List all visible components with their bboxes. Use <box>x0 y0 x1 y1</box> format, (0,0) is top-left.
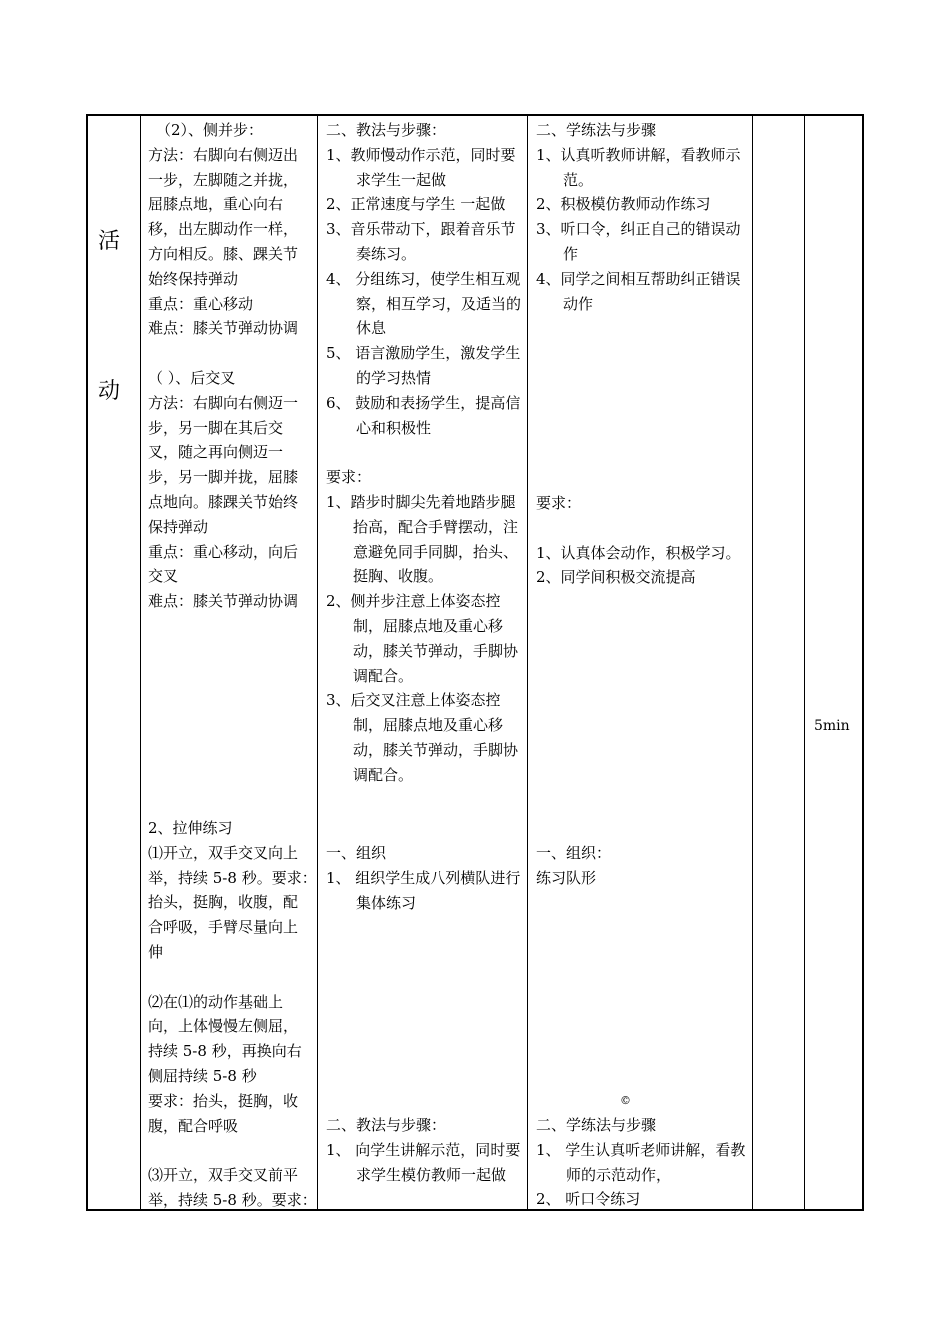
column-divider <box>752 116 753 1209</box>
teacher-organization-block <box>326 841 522 915</box>
blank-line <box>148 965 314 990</box>
teacher-org-item: 1、 组织学生成八列横队进行集体练习 <box>326 868 521 912</box>
content-line: 重点：重心移动 <box>148 294 254 313</box>
content-line: 要求：抬头，挺胸，收 <box>148 1091 299 1110</box>
student-step: 4、同学之间相互帮助纠正错误动作 <box>536 269 741 313</box>
content-line: 难点：膝关节弹动协调 <box>148 319 299 338</box>
teacher-requirement: 1、踏步时脚尖先着地踏步腿抬高，配合手臂摆动，注意避免同手同脚，抬头、挺胸、收腹。 <box>326 492 519 586</box>
content-column <box>148 118 314 614</box>
student-org-title: 一、组织： <box>536 844 612 862</box>
teacher-steps-title: 二、教法与步骤： <box>326 121 447 139</box>
content-line: （2）、侧并步： <box>156 121 264 139</box>
content-line: 方向相反。膝、踝关节 <box>148 244 299 263</box>
teacher-step: 3、音乐带动下，跟着音乐节奏练习。 <box>326 220 516 263</box>
column-divider <box>804 116 805 1209</box>
student-steps-title-2: 二、学练法与步骤 <box>536 1116 657 1134</box>
content-line: 方法：右脚向右侧迈出 <box>148 145 299 164</box>
content-line: 合呼吸，手臂尽量向上 <box>148 918 299 937</box>
content-line: ⑴开立，双手交叉向上 <box>148 843 299 862</box>
student-steps-title: 二、学练法与步骤 <box>536 121 657 139</box>
content-line: 腹，配合呼吸 <box>148 1116 239 1135</box>
content-line: （ ）、后交叉 <box>148 368 236 387</box>
column-divider <box>140 116 141 1209</box>
content-line: 方法：右脚向右侧迈一 <box>148 393 299 412</box>
content-line: 步，另一脚在其后交 <box>148 418 284 437</box>
content-line: 移，出左脚动作一样， <box>148 220 299 239</box>
section-label-char-1: 活 <box>98 229 121 254</box>
student-step: 1、认真听教师讲解，看教师示范。 <box>536 145 741 189</box>
student-requirements-title: 要求： <box>536 494 582 512</box>
teacher-step: 4、 分组练习，使学生相互观察，相互学习，及适当的休息 <box>326 269 522 338</box>
column-divider <box>527 116 528 1209</box>
teacher-step: 1、教师慢动作示范，同时要求学生一起做 <box>326 145 516 189</box>
student-step: 2、积极模仿教师动作练习 <box>536 195 711 214</box>
content-line: 抬头，挺胸，收腹，配 <box>148 893 299 912</box>
student-organization-block <box>536 841 748 891</box>
teacher-org-title: 一、组织 <box>326 844 387 862</box>
lesson-plan-table <box>86 114 864 1211</box>
content-line: 屈膝点地，重心向右 <box>148 195 284 214</box>
blank-line <box>536 516 748 541</box>
teacher-requirements-title: 要求： <box>326 468 372 487</box>
student-requirement: 1、认真体会动作，积极学习。 <box>536 543 741 562</box>
teacher-requirement: 3、后交叉注意上体姿态控制，屈膝点地及重心移动，膝关节弹动，手脚协调配合。 <box>326 691 519 784</box>
content-line: 向，上体慢慢左侧屈， <box>148 1017 299 1036</box>
teacher-steps-title-2: 二、教法与步骤： <box>326 1116 447 1134</box>
content-line: 2、拉伸练习 <box>148 819 233 837</box>
student-step: 3、听口令，纠正自己的错误动作 <box>536 220 741 263</box>
teacher-step: 2、正常速度与学生 一起做 <box>326 195 506 214</box>
student-requirement: 2、同学间积极交流提高 <box>536 568 696 587</box>
content-line: 叉，随之再向侧迈一 <box>148 443 284 462</box>
student-step: 2、 听口令练习 <box>536 1190 641 1209</box>
content-line: 保持弹动 <box>148 517 209 536</box>
teacher-steps-block-2 <box>326 1113 522 1187</box>
student-steps-block-2 <box>536 1113 748 1212</box>
column-divider <box>317 116 318 1209</box>
teacher-step: 1、 向学生讲解示范，同时要求学生模仿教师一起做 <box>326 1140 521 1184</box>
content-line: 一步，左脚随之并拢， <box>148 170 299 189</box>
teacher-step: 6、 鼓励和表扬学生，提高信心和积极性 <box>326 393 521 437</box>
content-line: 始终保持弹动 <box>148 269 239 288</box>
teacher-column <box>326 118 522 788</box>
content-line: 重点：重心移动，向后 <box>148 542 299 561</box>
blank-line <box>148 1138 314 1163</box>
duration-label: 5min <box>814 718 850 734</box>
content-line: 点地向。膝踝关节始终 <box>148 492 299 511</box>
teacher-step: 5、 语言激励学生，激发学生的学习热情 <box>326 344 521 387</box>
blank-line <box>326 440 522 465</box>
content-line: ⑶开立，双手交叉前平 <box>148 1166 299 1185</box>
teacher-requirement: 2、侧并步注意上体姿态控制，屈膝点地及重心移动，膝关节弹动，手脚协调配合。 <box>326 592 519 685</box>
content-line: 举，持续 5-8 秒。要求： <box>148 1190 317 1209</box>
content-line: 举，持续 5-8 秒。要求： <box>148 868 317 887</box>
content-line: 交叉 <box>148 567 179 586</box>
student-org-text: 练习队形 <box>536 868 597 887</box>
content-line: 持续 5-8 秒，再换向右 <box>148 1042 302 1061</box>
content-line: 步，另一脚并拢，屈膝 <box>148 468 299 487</box>
content-line: 侧屈持续 5-8 秒 <box>148 1066 257 1085</box>
blank-line <box>148 341 314 366</box>
content-line: 难点：膝关节弹动协调 <box>148 592 299 611</box>
section-label-char-2: 动 <box>98 379 121 404</box>
content-line: ⑵在⑴的动作基础上 <box>148 992 284 1011</box>
copyright-mark: © <box>620 1094 631 1107</box>
student-requirements-block <box>536 491 748 590</box>
content-line: 伸 <box>148 942 164 961</box>
stretch-exercise-block <box>148 816 317 1213</box>
student-column <box>536 118 748 316</box>
student-step: 1、 学生认真听老师讲解，看教师的示范动作， <box>536 1140 746 1184</box>
